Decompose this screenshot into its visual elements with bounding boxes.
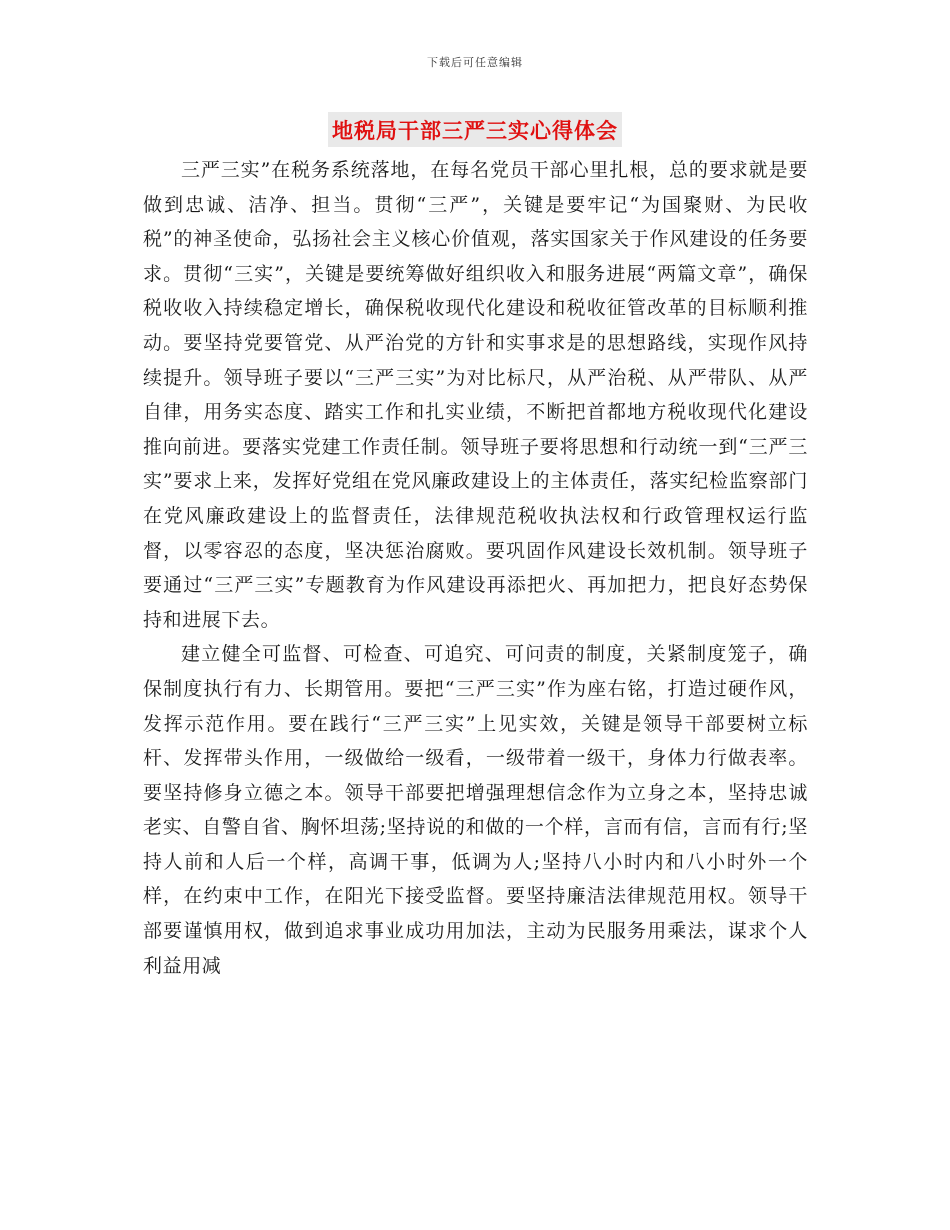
paragraph-1: 三严三实”在税务系统落地，在每名党员干部心里扎根，总的要求就是要做到忠诚、洁净、担当。贯彻“三严”，关键是要牢记“为国聚财、为民收税”的神圣使命，弘扬社会主义核心价值观，落实国家关于作风建设的任务要求。贯彻“三实”，关键是要统筹做好组织收入和服务进展“两篇文章”，确保税收收入持续稳定增长，确保税收现代化建设和税收征管改革的目标顺利推动。要坚持党要管党、从严治党的方针和实事求是的思想路线，实现作风持续提升。领导班子要以“三严三实”为对比标尺，从严治税、从严带队、从严自律，用务实态度、踏实工作和扎实业绩，不断把首都地方税收现代化建设推向前进。要落实党建工作责任制。领导班子要将思想和行动统一到“三严三实”要求上来，发挥好党组在党风廉政建设上的主体责任，落实纪检监察部门在党风廉政建设上的监督责任，法律规范税收执法权和行政管理权运行监督，以零容忍的态度，坚决惩治腐败。要巩固作风建设长效机制。领导班子要通过“三严三实”专题教育为作风建设再添把火、再加把力，把良好态势保持和进展下去。 [143, 159, 808, 631]
title-container [0, 112, 950, 147]
page-header-note: 下载后可任意编辑 [427, 56, 523, 69]
document-title: 地税局干部三严三实心得体会 [328, 112, 622, 147]
document-body [143, 153, 808, 983]
paragraph-2: 建立健全可监督、可检查、可追究、可问责的制度，关紧制度笼子，确保制度执行有力、长期管用。要把“三严三实”作为座右铭，打造过硬作风，发挥示范作用。要在践行“三严三实”上见实效，关键是领导干部要树立标杆、发挥带头作用，一级做给一级看，一级带着一级干，身体力行做表率。要坚持修身立德之本。领导干部要把增强理想信念作为立身之本，坚持忠诚老实、自警自省、胸怀坦荡;坚持说的和做的一个样，言而有信，言而有行;坚持人前和人后一个样，高调干事，低调为人;坚持八小时内和八小时外一个样，在约束中工作，在阳光下接受监督。要坚持廉洁法律规范用权。领导干部要谨慎用权，做到追求事业成功用加法，主动为民服务用乘法，谋求个人利益用减 [143, 643, 808, 977]
